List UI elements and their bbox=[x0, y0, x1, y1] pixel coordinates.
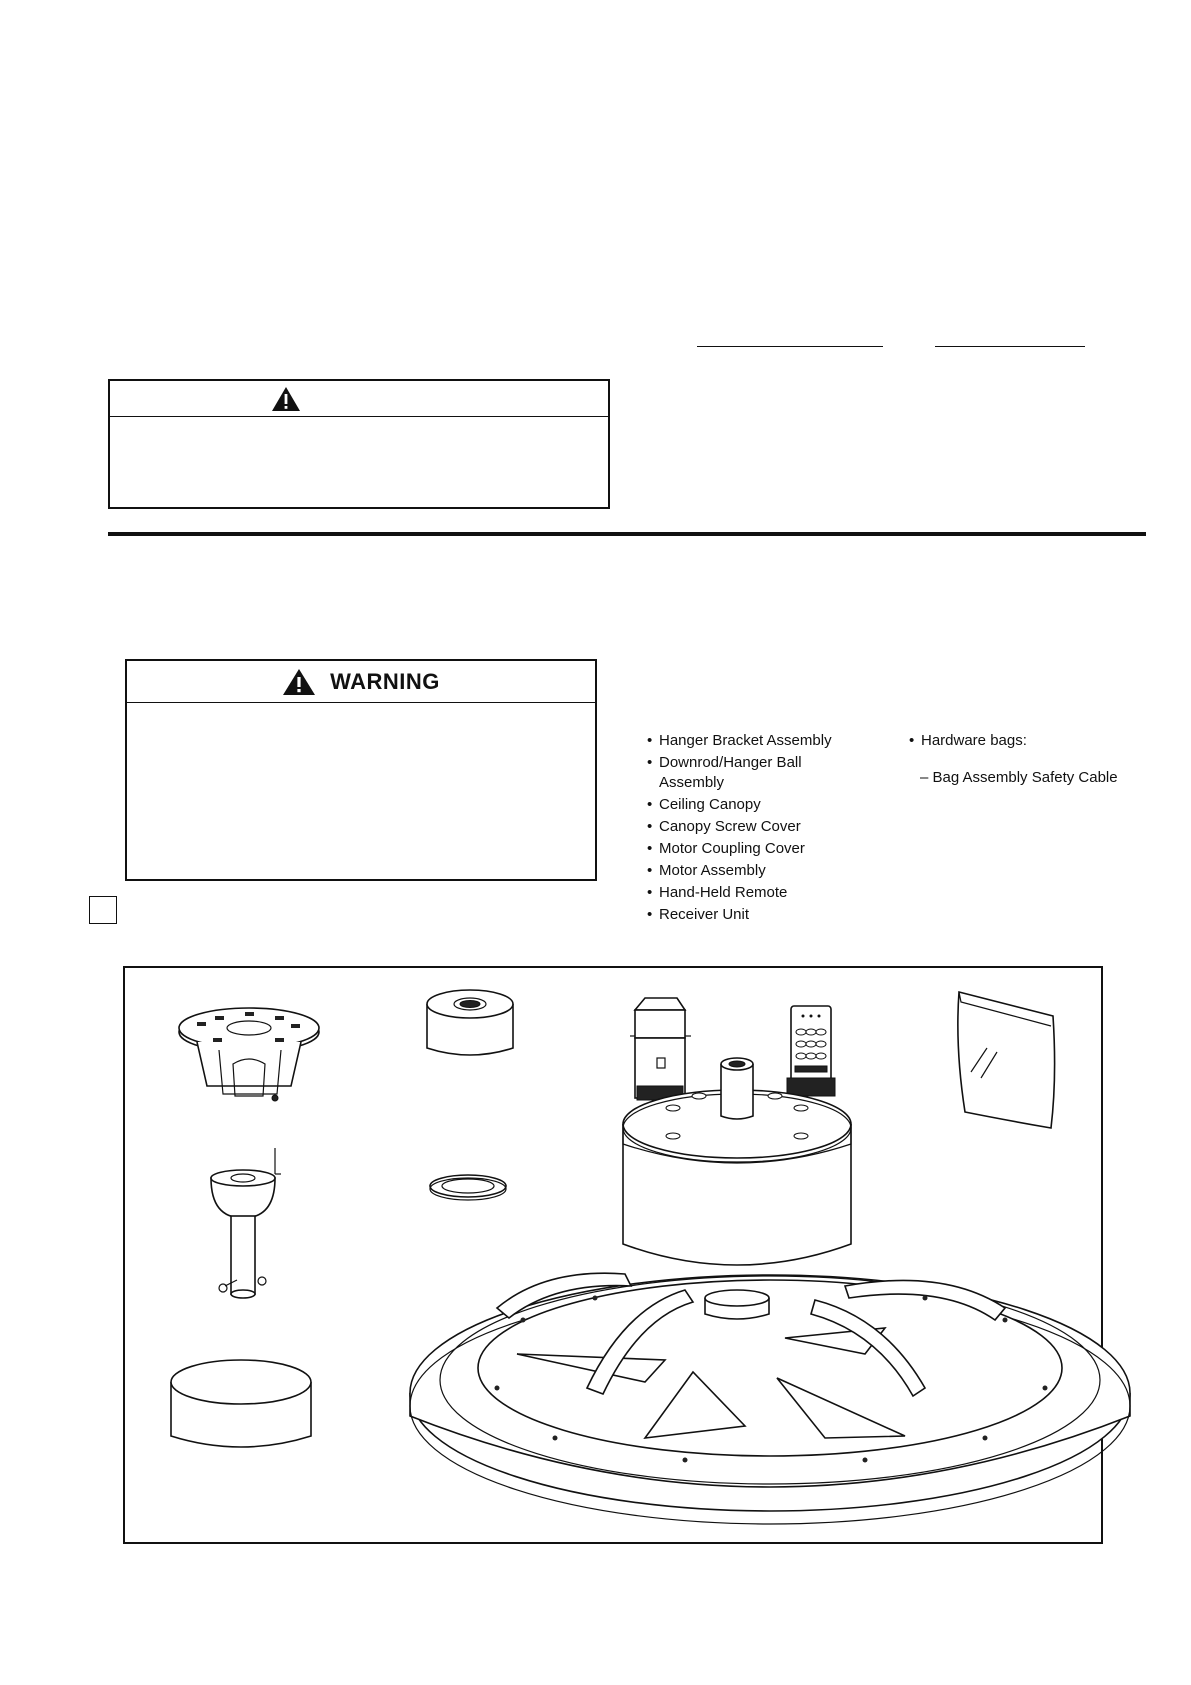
parts-illustration-frame bbox=[123, 966, 1103, 1544]
warning-triangle-icon bbox=[282, 668, 316, 696]
motor-coupling-cover-illustration bbox=[430, 1175, 506, 1200]
fill-in-line-2 bbox=[935, 346, 1085, 347]
warning-box-header bbox=[127, 661, 595, 703]
caution-box bbox=[108, 379, 610, 509]
receiver-unit-illustration bbox=[630, 998, 691, 1108]
parts-list-column-2 bbox=[909, 731, 1149, 753]
fill-in-line-1 bbox=[697, 346, 883, 347]
warning-box bbox=[125, 659, 597, 881]
list-item: • Downrod/Hanger Ball Assembly bbox=[647, 753, 829, 793]
warning-triangle-icon bbox=[271, 386, 301, 412]
motor-assembly-illustration bbox=[410, 1058, 1130, 1524]
warning-heading: WARNING bbox=[330, 668, 440, 694]
list-item: • Ceiling Canopy bbox=[647, 795, 882, 815]
parts-sub-item: – Bag Assembly Safety Cable bbox=[920, 769, 1118, 786]
downrod-illustration bbox=[211, 1148, 281, 1298]
hand-held-remote-illustration bbox=[787, 1006, 835, 1096]
list-item: • Hanger Bracket Assembly bbox=[647, 731, 882, 751]
checkbox-square bbox=[89, 896, 117, 924]
canopy-screw-cover-illustration bbox=[427, 990, 513, 1055]
list-item: • Hardware bags: bbox=[909, 731, 1149, 751]
list-item: • Hand-Held Remote bbox=[647, 883, 882, 903]
list-item: • Motor Coupling Cover bbox=[647, 839, 882, 859]
list-item: • Motor Assembly bbox=[647, 861, 882, 881]
section-divider bbox=[108, 532, 1146, 536]
caution-box-header bbox=[110, 381, 608, 417]
parts-illustration bbox=[125, 968, 1101, 1542]
hanger-bracket-illustration bbox=[179, 1008, 319, 1101]
list-item: • Receiver Unit bbox=[647, 905, 882, 925]
list-item: • Canopy Screw Cover bbox=[647, 817, 882, 837]
ceiling-canopy-illustration bbox=[171, 1360, 311, 1447]
hardware-bag-illustration bbox=[958, 992, 1055, 1128]
parts-list-column-1 bbox=[647, 731, 882, 927]
